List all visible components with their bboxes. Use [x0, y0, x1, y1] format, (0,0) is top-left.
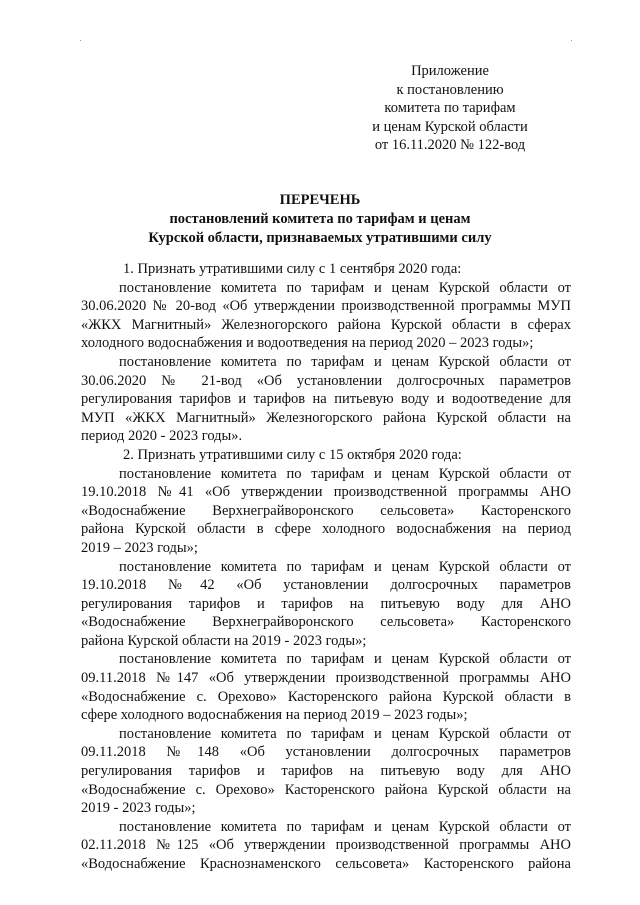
appendix-block [340, 62, 560, 155]
paragraph-line: 2019 - 2023 годы»; [81, 800, 196, 817]
paragraph-line: регулирования тарифов и тарифов на питьевую воду для АНО [81, 595, 571, 612]
paragraph-line: «Водоснабжение с. Орехово» Касторенского района Курской области в [81, 688, 571, 705]
paragraph-line: регулирования тарифов и тарифов на питьевую воду для АНО [81, 763, 571, 780]
paragraph-line: 09.11.2018 №147 «Об утверждении производственной программы АНО [81, 670, 571, 687]
section-heading: 2. Признать утратившими силу с 15 октября 2020 года: [123, 446, 462, 463]
paragraph-line: района Курской области в сфере холодного водоснабжения на период [81, 521, 571, 538]
appendix-line: от 16.11.2020 № 122-вод [374, 137, 526, 154]
paragraph-line: «Водоснабжение Верхнеграйворонского сельсовета» Касторенского [81, 614, 571, 631]
paragraph-line: 30.06.2020 № 21-вод «Об установлении долгосрочных параметров [81, 372, 571, 389]
scan-speck [80, 40, 81, 41]
appendix-line: Приложение [411, 63, 489, 79]
paragraph-line: постановление комитета по тарифам и ценам Курской области от [119, 353, 571, 370]
paragraph-line: 19.10.2018 №42 «Об установлении долгосрочных параметров [81, 577, 571, 594]
paragraph-line: 09.11.2018 №148 «Об установлении долгосрочных параметров [81, 744, 571, 761]
paragraph-line: постановление комитета по тарифам и ценам Курской области от [119, 279, 571, 296]
paragraph-line: района Курской области на 2019 - 2023 годы»; [81, 632, 367, 649]
paragraph-line: «ЖКХ Магнитный» Железногорского района Курской области в сферах [81, 316, 571, 333]
paragraph-line: 30.06.2020 № 20-вод «Об утверждении производственной программы МУП [81, 298, 571, 315]
paragraph-line: регулирования тарифов и тарифов на питьевую воду и водоотведение для [81, 391, 571, 408]
paragraph-line: постановление комитета по тарифам и ценам Курской области от [119, 651, 571, 668]
scan-speck [571, 40, 572, 41]
section-heading: 1. Признать утратившими силу с 1 сентября 2020 года: [123, 261, 462, 277]
paragraph-line: сфере холодного водоснабжения на период 2019 – 2023 годы»; [81, 707, 468, 724]
title-subtitle-line: Курской области, признаваемых утратившими силу [148, 230, 492, 246]
paragraph-line: МУП «ЖКХ Магнитный» Железногорского района Курской области на [81, 409, 571, 426]
paragraph-line: «Водоснабжение Краснознаменского сельсовета» Касторенского района [81, 856, 571, 872]
title-subtitle-line: постановлений комитета по тарифам и ценам [169, 211, 471, 227]
document-title [60, 191, 580, 248]
paragraph-line: «Водоснабжение Верхнеграйворонского сельсовета» Касторенского [81, 502, 571, 519]
paragraph-line: 02.11.2018 №125 «Об утверждении производственной программы АНО [81, 837, 571, 854]
paragraph-line: «Водоснабжение с. Орехово» Касторенского района Курской области на [81, 781, 571, 798]
paragraph-line: постановление комитета по тарифам и ценам Курской области от [119, 818, 571, 835]
title-heading: ПЕРЕЧЕНЬ [279, 192, 361, 208]
appendix-line: и ценам Курской области [372, 118, 528, 135]
paragraph-line: период 2020 - 2023 годы». [81, 428, 243, 445]
appendix-line: к постановлению [396, 81, 504, 98]
document-body [81, 260, 571, 874]
paragraph-line: 19.10.2018 №41 «Об утверждении производственной программы АНО [81, 484, 571, 501]
paragraph-line: постановление комитета по тарифам и ценам Курской области от [119, 558, 571, 575]
paragraph-line: постановление комитета по тарифам и ценам Курской области от [119, 725, 571, 742]
appendix-line: комитета по тарифам [384, 100, 516, 117]
paragraph-line: холодного водоснабжения и водоотведения на период 2020 – 2023 годы»; [81, 335, 534, 352]
paragraph-line: 2019 – 2023 годы»; [81, 539, 198, 556]
paragraph-line: постановление комитета по тарифам и ценам Курской области от [119, 465, 571, 482]
